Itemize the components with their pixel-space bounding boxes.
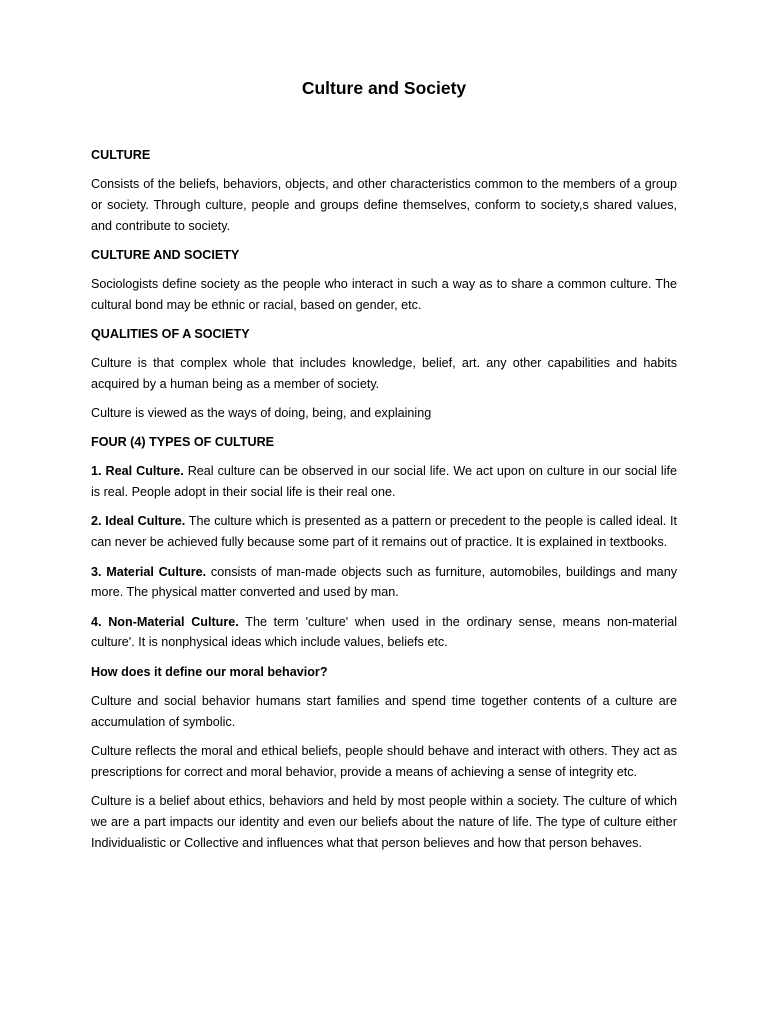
paragraph-qualities-1: Culture is that complex whole that includes knowledge, belief, art. any other capabilities and habits acquired by a human being as a member of society. [91,355,677,391]
item-lead: 1. Real Culture. [91,464,184,479]
item-text: The term 'culture' when used in the ordinary sense, means non-material culture'. It is nonphysical ideas which include values, beliefs etc. [91,614,677,650]
heading-qualities-of-society: QUALITIES OF A SOCIETY [91,326,250,341]
item-text: Real culture can be observed in our social life. We act upon on culture in our social life is real. People adopt in their social life is their real one. [91,464,677,500]
item-lead: 3. Material Culture. [91,564,207,579]
heading-culture: CULTURE [91,148,151,162]
list-item-ideal-culture [91,511,677,553]
heading-moral-behavior-question: How does it define our moral behavior? [91,664,328,679]
list-item-non-material-culture [91,612,677,654]
paragraph-moral-1: Culture and social behavior humans start families and spend time together contents of a culture are accumulation of symbolic. [91,693,677,729]
paragraph-society-definition: Sociologists define society as the people who interact in such a way as to share a common culture. The cultural bond may be ethnic or racial, based on gender, etc. [91,276,677,312]
item-lead: 4. Non-Material Culture. [91,614,239,629]
paragraph-qualities-2: Culture is viewed as the ways of doing, being, and explaining [91,406,432,421]
paragraph-culture-definition: Consists of the beliefs, behaviors, objects, and other characteristics common to the members of a group or society. Through culture, people and groups define themselves, conform to society,s shared values, and contribute to society. [91,177,677,233]
heading-culture-and-society: CULTURE AND SOCIETY [91,247,240,262]
item-lead: 2. Ideal Culture. [91,514,186,529]
paragraph-moral-3: Culture is a belief about ethics, behaviors and held by most people within a society. The culture of which we are a part impacts our identity and even our beliefs about the nature of life. The type of culture either Individualistic or Collective and influences what that person believes and how that person behaves. [91,793,677,850]
list-item-material-culture [91,562,677,604]
document-body [91,145,677,862]
page-title: Culture and Society [301,78,467,98]
item-text: The culture which is presented as a pattern or precedent to the people is called ideal. It can never be achieved fully because some part of it remains out of practice. It is explained in textbooks. [91,514,678,550]
item-text: consists of man-made objects such as furniture, automobiles, buildings and many more. The physical matter converted and used by man. [91,564,677,600]
list-item-real-culture [91,461,677,503]
heading-types-of-culture: FOUR (4) TYPES OF CULTURE [91,435,275,450]
paragraph-moral-2: Culture reflects the moral and ethical beliefs, people should behave and interact with others. They act as prescriptions for correct and moral behavior, provide a means of achieving a sense of integrity etc. [91,743,677,779]
